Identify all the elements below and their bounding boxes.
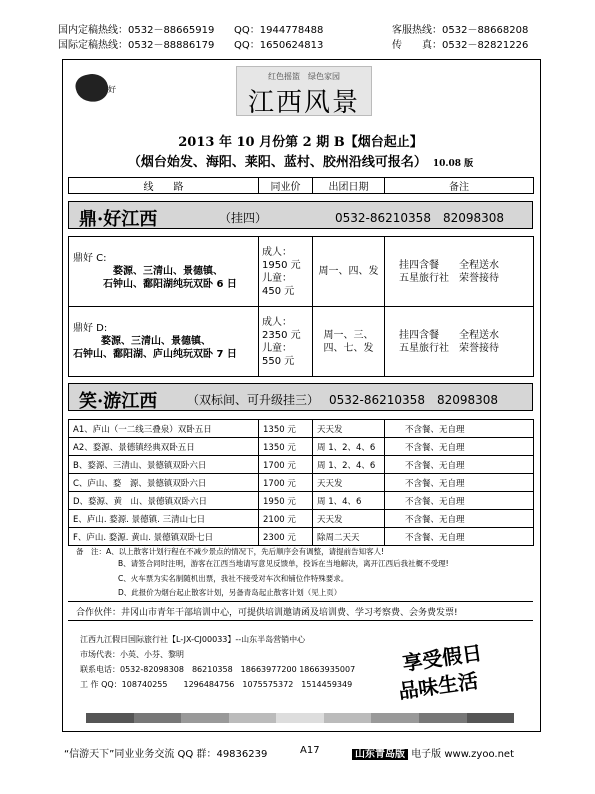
route-note: 不含餐、无自理 (385, 528, 534, 546)
contact-qq: 工 作 QQ：108740255 1296484756 1075575372 1514459349 (80, 680, 353, 689)
route-line2: 石钟山、鄱阳湖纯玩双卧 6 日 (103, 279, 237, 290)
route-price: 1350 元 (259, 420, 313, 438)
domestic-qq: QQ：1944778488 (234, 25, 324, 36)
table-row (69, 528, 534, 546)
table-row (69, 307, 534, 377)
route-dates: 周 1、4、6 (313, 492, 385, 510)
route-name: D、婺源、黄 山、景德镇双卧六日 (69, 492, 259, 510)
table-row (69, 492, 534, 510)
table-row (69, 420, 534, 438)
route-name: C、庐山、婺 源、景德镇双卧六日 (69, 474, 259, 492)
route-dates: 周 1、2、4、6 (313, 438, 385, 456)
route-name: A1、庐山（一二线三叠泉）双卧五日 (69, 420, 259, 438)
brand-banner (236, 66, 372, 116)
route-code: 鼎好 D: (73, 323, 108, 334)
section-type: （双标间、可升级挂三） (187, 393, 320, 407)
divider (68, 620, 533, 621)
header-note: 备注 (385, 178, 534, 194)
logo-text: 好 (108, 85, 116, 94)
route-dates: 天天发 (313, 474, 385, 492)
route-line1: 婺源、三清山、景德镇、 (101, 336, 211, 347)
departure-dates: 周一、四、发 (313, 237, 385, 307)
route-dates: 除周二天天 (313, 528, 385, 546)
route-dates: 天天发 (313, 510, 385, 528)
departure-dates: 周一、三、 四、七、发 (313, 307, 385, 377)
footer-qq-group: “信游天下”同业业务交流 QQ 群：49836239 (64, 749, 268, 760)
section-type: （挂四） (219, 211, 268, 225)
route-note: 不含餐、无自理 (385, 492, 534, 510)
route-code: 鼎好 C: (73, 253, 107, 264)
table-row (69, 456, 534, 474)
version-label: 10.08 版 (432, 159, 474, 169)
section-phone: 0532-86210358 82098308 (335, 211, 505, 225)
service-hotline: 客服热线：0532－88668208 (392, 25, 529, 36)
route-note: 不含餐、无自理 (385, 456, 534, 474)
market-reps: 市场代表：小英、小芬、黎明 (80, 650, 184, 659)
route-name: E、庐山. 婺源. 景德镇. 三清山七日 (69, 510, 259, 528)
price-child: 450 元 (262, 285, 295, 297)
section-phone: 0532-86210358 82098308 (329, 393, 499, 407)
table-row (69, 474, 534, 492)
price-adult-label: 成人： (262, 316, 292, 328)
table-row (69, 510, 534, 528)
cooperation-text: 合作伙伴：井冈山市青年干部培训中心，可提供培训邀请函及培训费、学习考察费、会务费发票! (76, 608, 458, 618)
decorative-bar (86, 713, 514, 723)
table-row (69, 237, 534, 307)
price-adult: 1950 元 (262, 259, 301, 271)
slogan-line1: 享受假日 (400, 640, 484, 676)
agency-name: 江西九江假日国际旅行社【L-JX-CJ00033】--山东半岛营销中心 (80, 635, 306, 644)
slogan-line2: 品味生活 (396, 668, 480, 704)
brand-title: 江西风景 (247, 88, 360, 118)
header-route: 线 路 (69, 178, 259, 194)
note-meal: 挂四含餐 (399, 329, 439, 341)
section-ding-hao (68, 201, 533, 229)
route-price: 1700 元 (259, 474, 313, 492)
divider (68, 601, 533, 602)
note-honor: 荣誉接待 (459, 342, 499, 354)
section-name: 鼎·好江西 (79, 209, 158, 230)
note-honor: 荣誉接待 (459, 272, 499, 284)
table-header (68, 177, 534, 194)
route-table-2 (68, 419, 534, 546)
note-agency: 五星旅行社 (399, 272, 449, 284)
note-a: 备 注：A、以上散客计划行程在不减少景点的情况下，先后顺序会有调整，请提前告知客人! (76, 547, 385, 556)
route-line2: 石钟山、鄱阳湖、庐山纯玩双卧 7 日 (73, 349, 237, 360)
route-name: B、婺源、三清山、景德镇双卧六日 (69, 456, 259, 474)
route-price: 2300 元 (259, 528, 313, 546)
route-note: 不含餐、无自理 (385, 420, 534, 438)
note-c: C、火车票为实名制随机出票，我社不接受对车次和铺位作特殊要求。 (118, 574, 349, 583)
price-child-label: 儿童： (262, 342, 292, 354)
route-note: 不含餐、无自理 (385, 474, 534, 492)
note-agency: 五星旅行社 (399, 342, 449, 354)
route-dates: 天天发 (313, 420, 385, 438)
page-subtitle (62, 151, 539, 170)
route-note: 不含餐、无自理 (385, 438, 534, 456)
route-name: F、庐山. 婺源. 黄山. 景德镇双卧七日 (69, 528, 259, 546)
section-xiao-you (68, 383, 533, 411)
domestic-hotline: 国内定稿热线：0532－88665919 (58, 25, 215, 36)
site-url[interactable]: www.zyoo.net (444, 749, 514, 760)
note-water: 全程送水 (459, 259, 499, 271)
route-table-1 (68, 236, 534, 377)
route-name: A2、婺源、景德镇经典双卧五日 (69, 438, 259, 456)
price-adult-label: 成人： (262, 246, 292, 258)
route-price: 1350 元 (259, 438, 313, 456)
intl-qq: QQ：1650624813 (234, 40, 324, 51)
header-price: 同业价 (259, 178, 313, 194)
edition-badge: 山东青岛版 (352, 749, 408, 760)
header-date: 出团日期 (313, 178, 385, 194)
route-line1: 婺源、三清山、景德镇、 (113, 266, 223, 277)
subtitle-text: （烟台始发、海阳、莱阳、蓝村、胶州沿线可报名） (127, 155, 427, 170)
fax-number: 传 真：0532－82821226 (392, 40, 529, 51)
route-price: 1700 元 (259, 456, 313, 474)
intl-hotline: 国际定稿热线：0532－88886179 (58, 40, 215, 51)
section-name: 笑·游江西 (79, 391, 158, 412)
note-meal: 挂四含餐 (399, 259, 439, 271)
footer-edition (352, 745, 514, 760)
table-row (69, 438, 534, 456)
route-dates: 周 1、2、4、6 (313, 456, 385, 474)
contact-phones: 联系电话：0532-82098308 86210358 18663977200 18663935007 (80, 665, 356, 674)
page-title: 2013 年 10 月份第 2 期 B【烟台起止】 (178, 135, 423, 150)
price-child: 550 元 (262, 355, 295, 367)
page-number: A17 (300, 745, 320, 756)
brand-subtitle: 红色摇篮 绿色家园 (268, 72, 340, 81)
edition-label: 电子版 (411, 749, 442, 760)
route-price: 1950 元 (259, 492, 313, 510)
note-d: D、此报价为烟台起止散客计划，另备青岛起止散客计划（见上页） (118, 588, 342, 597)
note-water: 全程送水 (459, 329, 499, 341)
note-b: B、请签合同时注明，游客在江西当地请写意见反馈单，投诉在当地解决，离开江西后我社概不受理! (118, 559, 449, 568)
price-adult: 2350 元 (262, 329, 301, 341)
price-child-label: 儿童： (262, 272, 292, 284)
route-price: 2100 元 (259, 510, 313, 528)
route-note: 不含餐、无自理 (385, 510, 534, 528)
